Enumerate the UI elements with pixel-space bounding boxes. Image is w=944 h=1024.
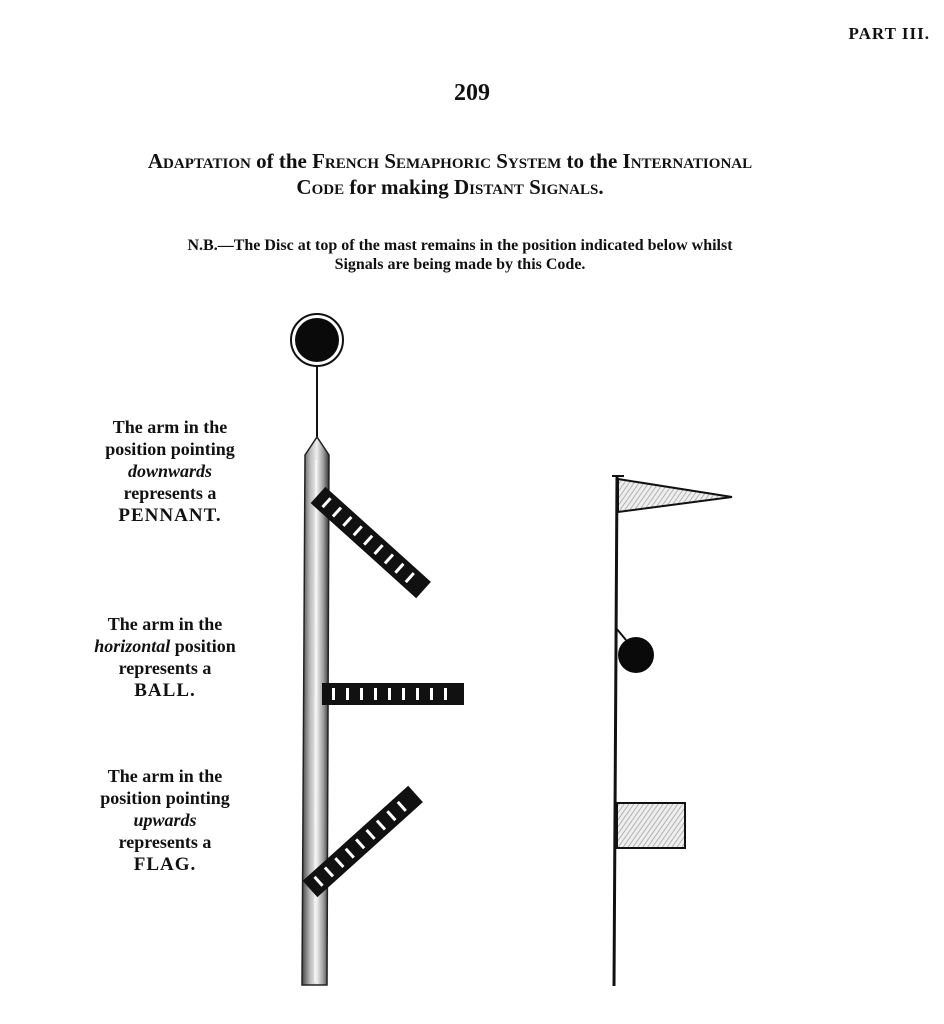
semaphore-mast xyxy=(302,437,329,985)
note-line: Signals are being made by this Code. xyxy=(334,256,586,273)
caption-line: The arm in the xyxy=(112,417,228,437)
title-word: International xyxy=(622,149,753,173)
title-word: Code xyxy=(296,175,345,199)
title-word: Distant Signals. xyxy=(453,175,604,199)
caption-line: represents a xyxy=(123,483,217,503)
title-word: Adaptation xyxy=(147,149,251,173)
caption-signal: PENNANT. xyxy=(118,505,222,526)
part-label: PART III. xyxy=(848,24,930,43)
title-word: French Semaphoric System xyxy=(312,149,562,173)
caption-emphasis: downwards xyxy=(127,461,213,481)
caption-line: represents a xyxy=(118,832,212,852)
disc-icon xyxy=(291,314,343,440)
ball-icon xyxy=(616,628,654,673)
title-word: of the xyxy=(250,149,313,173)
caption-signal: FLAG. xyxy=(133,854,197,875)
caption-line: The arm in the xyxy=(107,766,223,786)
arm-horizontal xyxy=(322,683,464,705)
caption-line: represents a xyxy=(118,658,212,678)
page-number: 209 xyxy=(454,80,490,106)
caption-emphasis: horizontal xyxy=(94,636,171,656)
flag-icon xyxy=(617,803,685,848)
title-word: to the xyxy=(561,149,623,173)
pennant-icon xyxy=(618,479,732,512)
caption-line: position pointing xyxy=(100,788,230,808)
note-line: N.B.—The Disc at top of the mast remains in the position indicated below whilst xyxy=(187,237,733,254)
title-word: for making xyxy=(344,175,454,199)
caption-line: position pointing xyxy=(105,439,235,459)
flagpole xyxy=(612,476,624,986)
caption-signal: BALL. xyxy=(134,680,196,701)
caption-line: position xyxy=(170,636,236,656)
caption-emphasis: upwards xyxy=(133,810,197,830)
caption-line: The arm in the xyxy=(107,614,223,634)
